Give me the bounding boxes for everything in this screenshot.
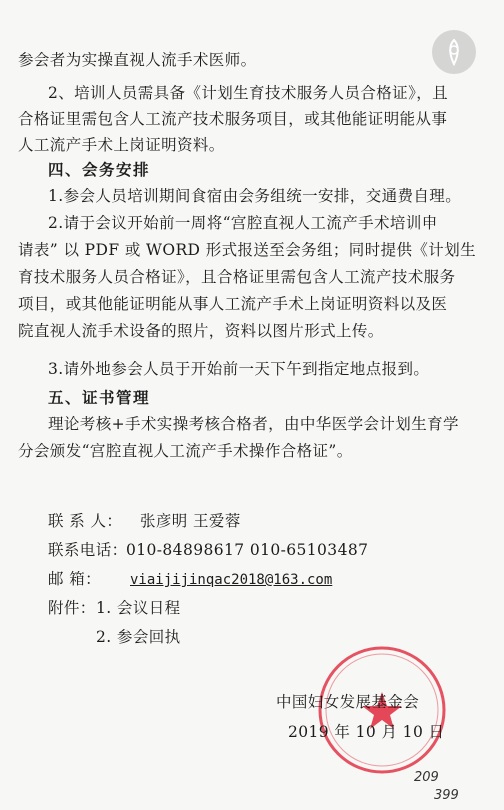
body-line-1: 参会者为实操直视人流手术医师。	[18, 51, 257, 69]
contact-person-label: 联 系 人：	[48, 512, 123, 530]
body-line-13: 分会颁发“宫腔直视人工流产手术操作合格证”。	[18, 442, 353, 460]
attachment-2: 2. 参会回执	[96, 628, 181, 646]
body-line-10: 院直视人流手术设备的照片，资料以图片形式上传。	[18, 322, 384, 340]
logo-mark-icon	[432, 30, 476, 74]
handwritten-note-1: 209	[414, 770, 439, 785]
contact-persons: 张彦明 王爱蓉	[140, 512, 241, 530]
body-line-6: 2.请于会议开始前一周将“宫腔直视人工流产手术培训申	[48, 214, 438, 232]
contact-phones: 010-84898617 010-65103487	[126, 541, 369, 559]
body-line-11: 3.请外地参会人员于开始前一天下午到指定地点报到。	[48, 360, 430, 378]
contact-email-label: 邮 箱：	[48, 570, 102, 588]
section-heading-5: 五、证书管理	[48, 389, 151, 407]
issuing-organization: 中国妇女发展基金会	[276, 693, 420, 711]
issue-date: 2019 年 10 月 10 日	[288, 723, 445, 741]
body-line-8: 育技术服务人员合格证》，且合格证里需包含人工流产技术服务	[18, 268, 456, 286]
attachments-label: 附件：	[48, 599, 96, 617]
body-line-2: 2、培训人员需具备《计划生育技术服务人员合格证》，且	[48, 84, 449, 102]
body-line-3: 合格证里需包含人工流产技术服务项目，或其他能证明能从事	[18, 110, 448, 128]
body-line-7: 请表” 以 PDF 或 WORD 形式报送至会务组；同时提供《计划生	[18, 241, 477, 259]
body-line-4: 人工流产手术上岗证明资料。	[18, 136, 225, 154]
body-line-5: 1.参会人员培训期间食宿由会务组统一安排，交通费自理。	[48, 187, 462, 205]
attachment-1: 1. 会议日程	[96, 599, 181, 617]
body-line-12: 理论考核+手术实操考核合格者，由中华医学会计划生育学	[48, 415, 459, 433]
handwritten-note-2: 399	[434, 788, 459, 803]
contact-email-link[interactable]: viaijijinqac2018@163.com	[130, 572, 333, 588]
body-line-9: 项目，或其他能证明能从事人工流产手术上岗证明资料以及医	[18, 295, 448, 313]
contact-phone-label: 联系电话：	[48, 541, 128, 559]
watermark-logo	[432, 30, 476, 74]
section-heading-4: 四、会务安排	[48, 161, 151, 179]
